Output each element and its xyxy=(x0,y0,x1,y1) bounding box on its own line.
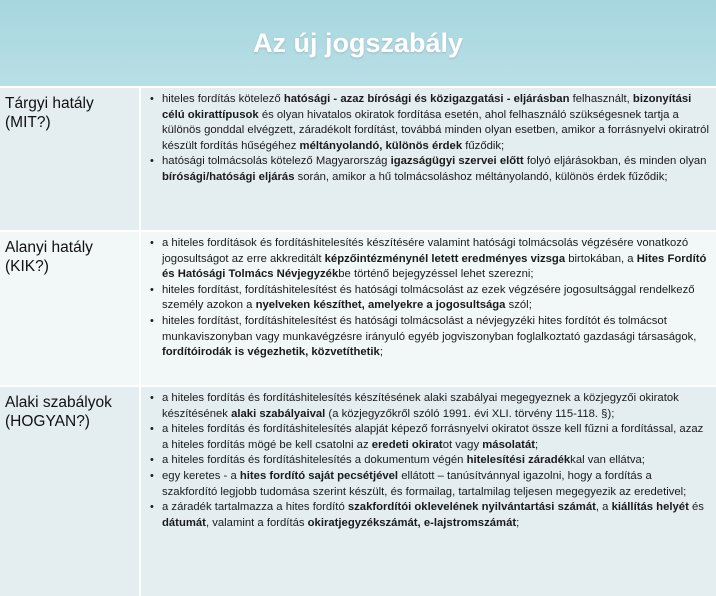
list-item: • a hiteles fordítás és fordításhitelesítés készítésének alaki szabályai megegyeznek a közjegyzői okiratok készítésének alaki szabályaival (a közjegyzőkről szóló 1991. évi XLI. törvény 115-118. §); xyxy=(162,391,710,422)
row-label-line2: (KIK?) xyxy=(5,258,49,275)
row-label xyxy=(0,231,140,386)
list-item: • a hiteles fordítások és fordításhitelesítés készítésére valamint hatósági tolmácsolás végzésére vonatkozó jogosultságot az erre akkreditált képzőintézménynél letett eredményes vizsga birtokában, a Hites Fordító és Hatósági Tolmács Névjegyzékbe történő bejegyzéssel lehet szerezni; xyxy=(162,236,710,283)
table-row-alanyi xyxy=(0,231,716,386)
row-content xyxy=(140,87,716,231)
list-item: • egy keretes - a hites fordító saját pecsétjével ellátott – tanúsítvánnyal igazolni, hogy a fordítás a szakfordító legjobb tudomása szerint készült, és formailag, tartalmilag teljesen megegyezik az eredetivel; xyxy=(162,469,710,500)
row-label-line1: Alanyi hatály xyxy=(5,239,93,256)
rules-table xyxy=(0,86,716,596)
list-item: • hiteles fordítást, fordításhitelesítést és hatósági tolmácsolást az ezek végzésére jogosultsággal rendelkező személy azokon a nyelveken készíthet, amelyekre a jogosultsága szól; xyxy=(162,283,710,314)
row-label xyxy=(0,87,140,231)
list-item: • a hiteles fordítás és fordításhitelesítés alapját képező forrásnyelvi okiratot össze kell fűzni a fordítással, azaz a hiteles fordítás mögé be kell csatolni az eredeti okiratot vagy másolatát; xyxy=(162,422,710,453)
row-label-line2: (MIT?) xyxy=(5,114,51,131)
bullet-list xyxy=(145,92,710,186)
list-item: • hiteles fordítás kötelező hatósági - azaz bírósági és közigazgatási - eljárásban felhasznált, bizonyítási célú okirattípusok és olyan hivatalos okiratok fordítása esetén, ahol felhasználó szükségesnek tartja a különös gonddal elvégzett, záradékolt fordítást, továbbá minden olyan esetben, amikor a forrásnyelvi okiratról készült fordítás hűségéhez méltányolandó, különös érdek fűződik; xyxy=(162,92,710,154)
bullet-list xyxy=(145,236,710,361)
list-item: • a záradék tartalmazza a hites fordító szakfordítói oklevelének nyilvántartási számát, a kiállítás helyét és dátumát, valamint a fordítás okiratjegyzékszámát, e-lajstromszámát; xyxy=(162,500,710,531)
row-label-line1: Alaki szabályok xyxy=(5,394,112,411)
row-label xyxy=(0,386,140,596)
row-label-line2: (HOGYAN?) xyxy=(5,413,90,430)
title-bar xyxy=(0,0,716,86)
row-label-line1: Tárgyi hatály xyxy=(5,95,94,112)
table-row-targyi xyxy=(0,87,716,231)
table-row-alaki xyxy=(0,386,716,596)
list-item: • hiteles fordítást, fordításhitelesítést és hatósági tolmácsolást a névjegyzéki hites fordítót és tolmácsot munkaviszonyban vagy munkavégzésre irányuló egyéb jogviszonyban foglalkoztató gazdasági társaságok, fordítóirodák is végezhetik, közvetíthetik; xyxy=(162,314,710,361)
row-content xyxy=(140,386,716,596)
list-item: • a hiteles fordítás és fordításhitelesítés a dokumentum végén hitelesítési záradékkal van ellátva; xyxy=(162,453,710,469)
slide-title: Az új jogszabály xyxy=(252,27,464,58)
bullet-list xyxy=(145,391,710,531)
row-content xyxy=(140,231,716,386)
list-item: • hatósági tolmácsolás kötelező Magyarország igazságügyi szervei előtt folyó eljárásokban, és minden olyan bírósági/hatósági eljárás során, amikor a hű tolmácsoláshoz méltányolandó, különös érdek fűződik; xyxy=(162,154,710,185)
